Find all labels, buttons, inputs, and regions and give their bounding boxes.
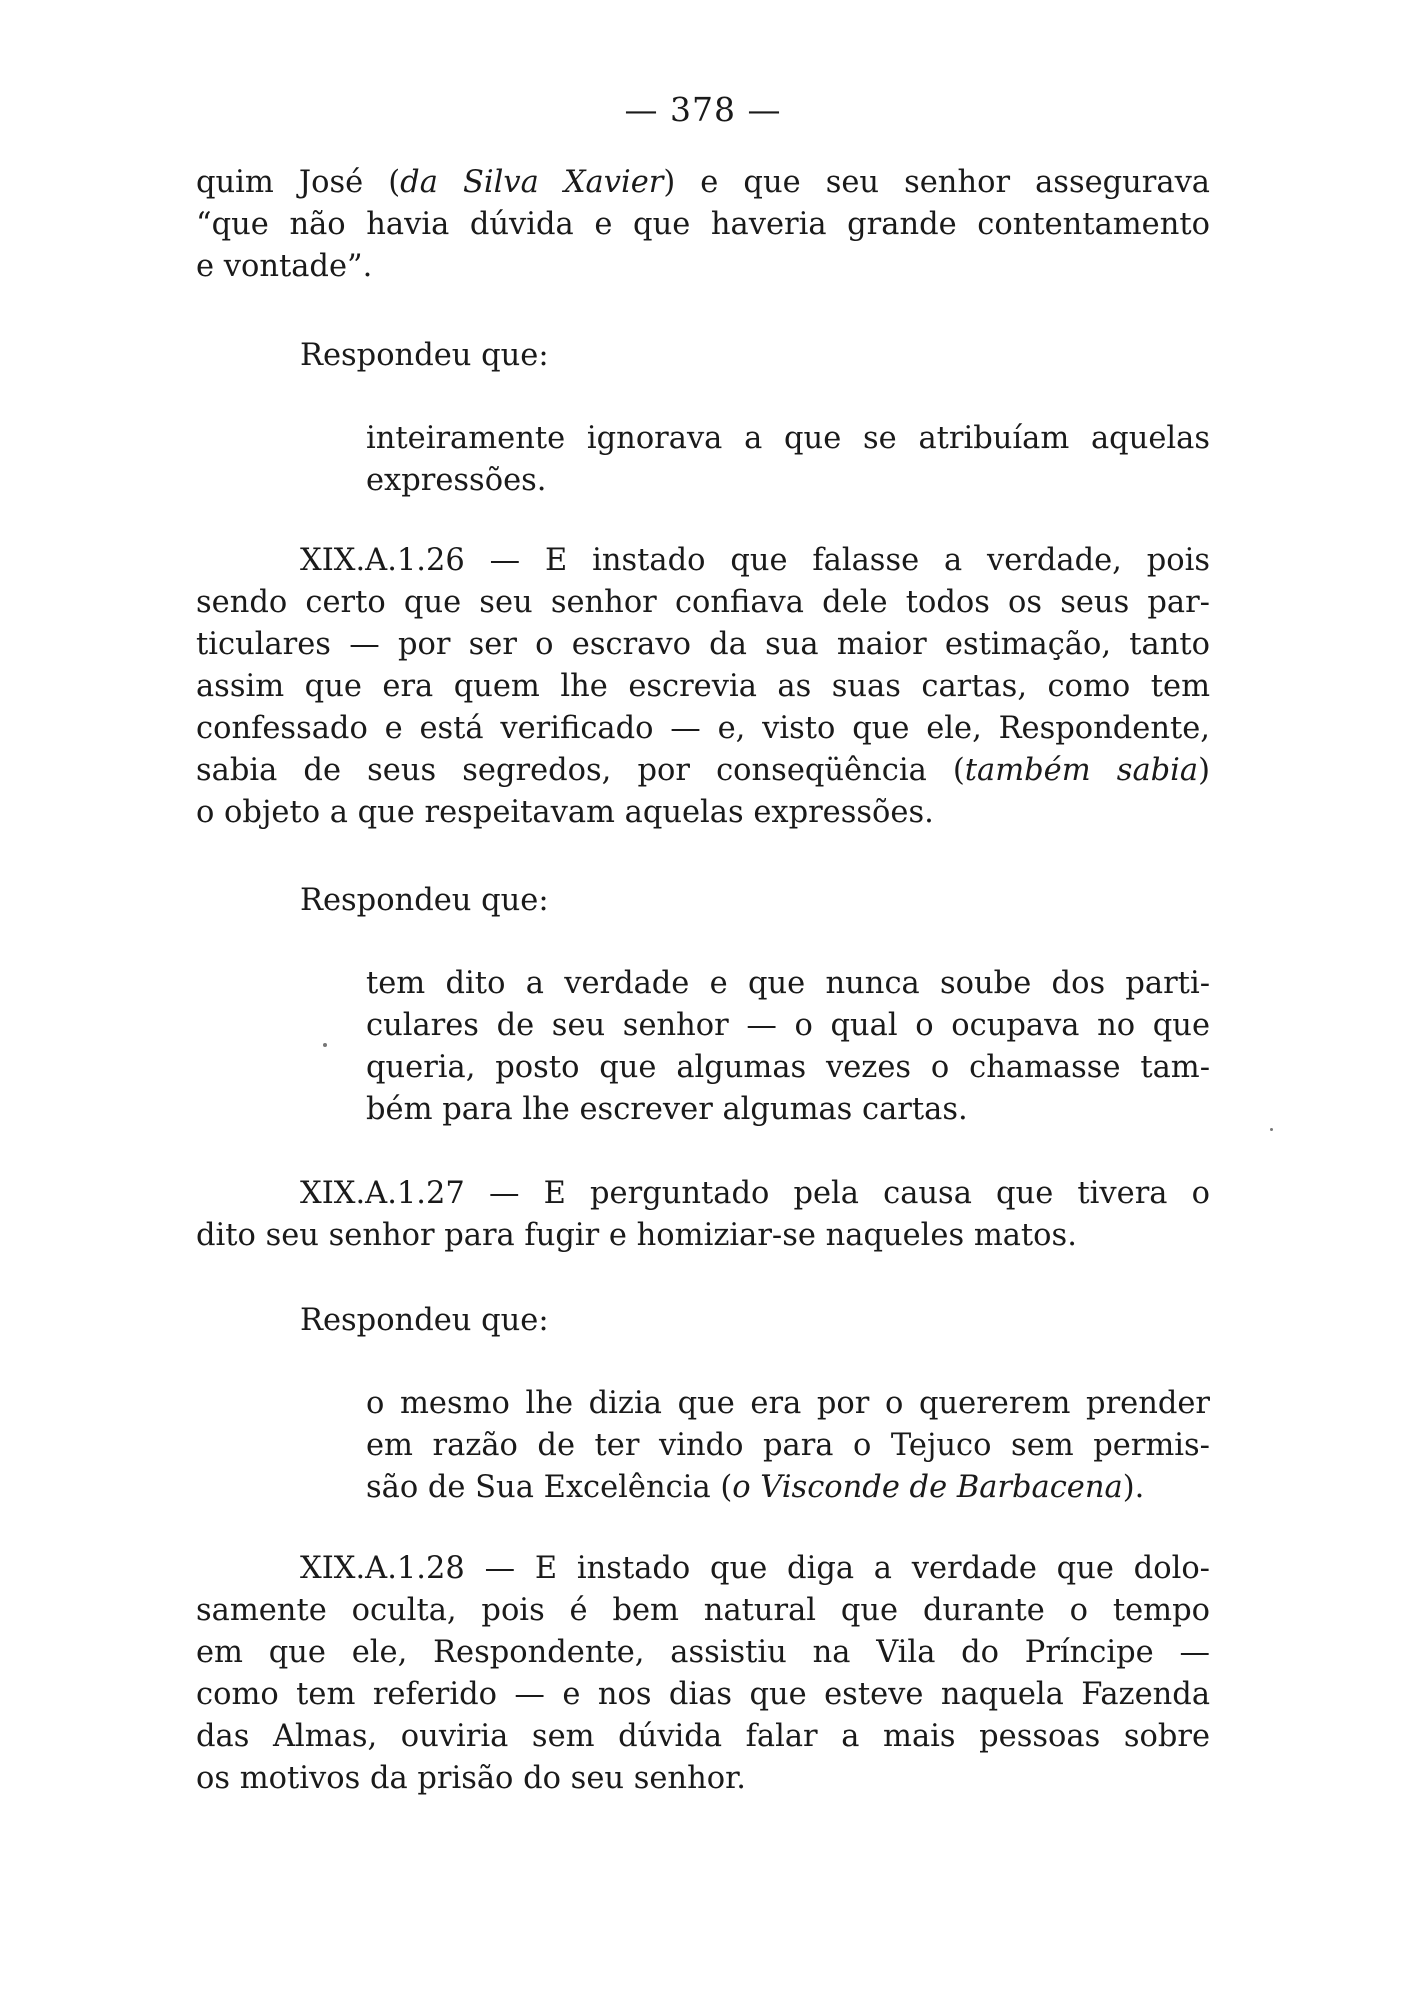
text-line: confessado e está verificado — e, visto que ele, Respondente, (196, 711, 1210, 746)
text-line: assim que era quem lhe escrevia as suas cartas, como tem (196, 669, 1210, 704)
text-line: são de Sua Excelência (o Visconde de Barbacena). (366, 1470, 1145, 1505)
answer-block (366, 963, 1210, 1131)
text-line: expressões. (366, 463, 547, 498)
answer-block (366, 1383, 1210, 1509)
respondeu-label: Respondeu que: (300, 338, 549, 373)
text-line: o objeto a que respeitavam aquelas expressões. (196, 795, 934, 830)
scan-speck (323, 1043, 327, 1047)
text-line: o mesmo lhe dizia que era por o quererem prender (366, 1386, 1210, 1421)
text-line: e vontade”. (196, 249, 373, 284)
text-line: samente oculta, pois é bem natural que durante o tempo (196, 1593, 1210, 1628)
text-line: os motivos da prisão do seu senhor. (196, 1761, 746, 1796)
text-line: em que ele, Respondente, assistiu na Vila do Príncipe — (196, 1635, 1210, 1670)
text-line: sendo certo que seu senhor confiava dele todos os seus par- (196, 585, 1210, 620)
text-line: como tem referido — e nos dias que esteve naquela Fazenda (196, 1677, 1210, 1712)
text-line: ticulares — por ser o escravo da sua maior estimação, tanto (196, 627, 1210, 662)
answer-block (366, 418, 1210, 502)
text-line: queria, posto que algumas vezes o chamasse tam- (366, 1050, 1210, 1085)
text-line: XIX.A.1.26 — E instado que falasse a verdade, pois (300, 543, 1210, 578)
question-paragraph-28 (196, 1548, 1210, 1800)
text-line: inteiramente ignorava a que se atribuíam aquelas (366, 421, 1210, 456)
question-paragraph-27 (196, 1173, 1210, 1257)
text-line: tem dito a verdade e que nunca soube dos parti- (366, 966, 1210, 1001)
text-line: sabia de seus segredos, por conseqüência (também sabia) (196, 753, 1210, 788)
respondeu-label: Respondeu que: (300, 1303, 549, 1338)
text-line: bém para lhe escrever algumas cartas. (366, 1092, 968, 1127)
text-line: das Almas, ouviria sem dúvida falar a mais pessoas sobre (196, 1719, 1210, 1754)
text-line: XIX.A.1.28 — E instado que diga a verdade que dolo- (300, 1551, 1210, 1586)
respondeu-label: Respondeu que: (300, 883, 549, 918)
text-line: XIX.A.1.27 — E perguntado pela causa que tivera o (300, 1176, 1210, 1211)
text-line: “que não havia dúvida e que haveria grande contentamento (196, 207, 1210, 242)
paragraph-continuation (196, 162, 1210, 288)
text-line: em razão de ter vindo para o Tejuco sem permis- (366, 1428, 1210, 1463)
text-line: dito seu senhor para fugir e homiziar-se naqueles matos. (196, 1218, 1077, 1253)
scan-speck (1270, 1128, 1273, 1131)
question-paragraph-26 (196, 540, 1210, 834)
text-line: quim José (da Silva Xavier) e que seu senhor assegurava (196, 165, 1210, 200)
text-line: culares de seu senhor — o qual o ocupava no que (366, 1008, 1210, 1043)
page-number: — 378 — (624, 90, 782, 129)
